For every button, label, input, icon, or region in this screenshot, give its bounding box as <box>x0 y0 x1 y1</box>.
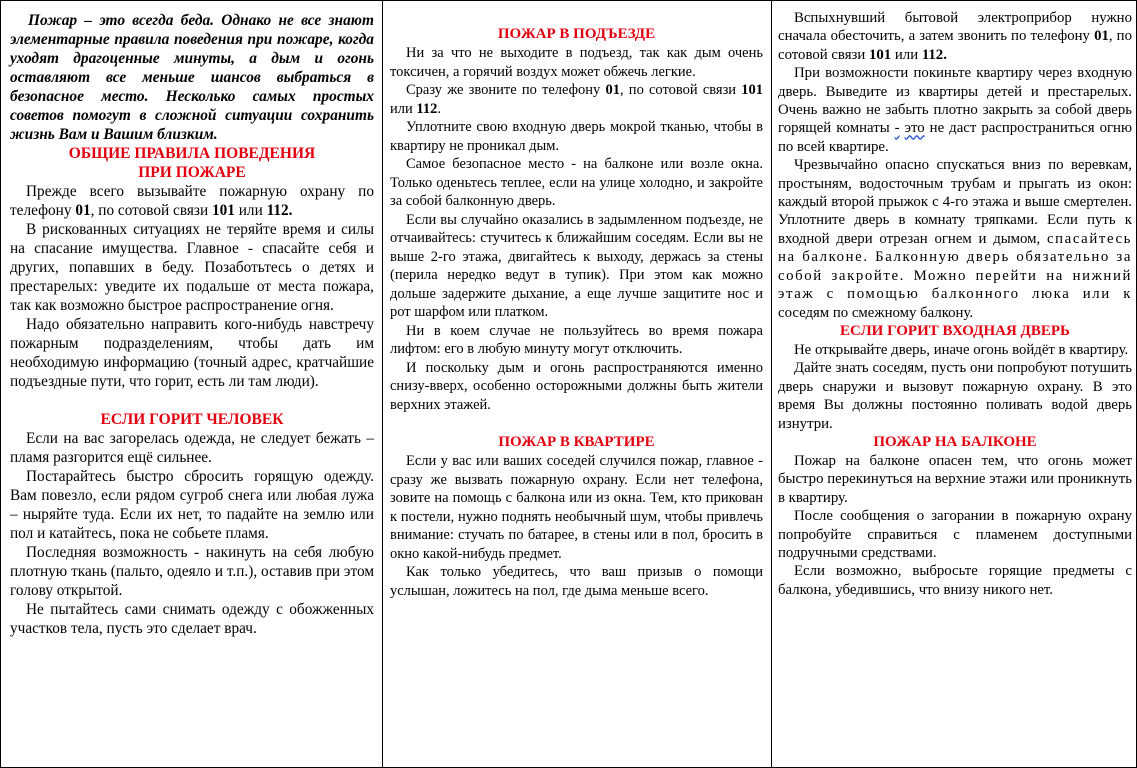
paragraph-leave-through-door: При возможности покиньте квартиру через входную дверь. Выведите из квартиры детей и престарелых. Очень важно не забыть плотно закрыть за собой дверь горящей комнаты - это не даст распространиться огню по всей квартире. <box>778 65 1133 155</box>
paragraph-do-not-remove-clothes: Не пытайтесь сами снимать одежду с обожженных участков тела, пусть это сделает врач. <box>10 601 374 637</box>
paragraph-call-fire-service: Прежде всего вызывайте пожарную охрану по телефону 01, по сотовой связи 101 или 112. <box>10 183 374 219</box>
column-middle <box>383 1 772 767</box>
paragraph-throw-burning-items: Если возможно, выбросьте горящие предметы с балкона, убедившись, что внизу никого нет. <box>778 563 1132 598</box>
paragraph-call-immediately: Сразу же звоните по телефону 01, по сотовой связи 101 или 112. <box>390 82 763 117</box>
paragraph-call-fire-service-apartment: Если у вас или ваших соседей случился пожар, главное - сразу же вызвать пожарную охрану. Если нет телефона, зовите на помощь с балкона или из окна. Тем, кто прикован к постели, нужно поднять необычный шум, чтобы привлечь внимание: стучать по батарее, в стены или в пол, бросить в окно какой-нибудь предмет. <box>390 453 763 562</box>
paragraph-upper-floors: И поскольку дым и огонь распространяются именно снизу-вверх, особенно осторожными должны быть жители верхних этажей. <box>390 359 763 413</box>
paragraph-risky-situations: В рискованных ситуациях не теряйте время и силы на спасание имущества. Главное - спасайте себя и других, попавших в беду. Позаботьтесь о детях и престарелых: уведите их подальше от места пожара, так как возможно быстрое распространение огня. <box>10 221 374 314</box>
heading-fire-on-balcony: ПОЖАР НА БАЛКОНЕ <box>873 433 1037 450</box>
paragraph-de-energize: Вспыхнувший бытовой электроприбор нужно сначала обесточить, а затем звонить по телефону 01, по сотовой связи 101 или 112. <box>778 10 1132 63</box>
paragraph-no-elevator: Ни в коем случае не пользуйтесь во время пожара лифтом: его в любую минуту могут отключить. <box>390 322 763 357</box>
heading-fire-in-apartment: ПОЖАР В КВАРТИРЕ <box>498 434 655 450</box>
paragraph-drop-clothes: Постарайтесь быстро сбросить горящую одежду. Вам повезло, если рядом сугроб снега или любая лужа – ныряйте туда. Если их нет, то падайте на землю или пол и катайтесь, пока не собьете пламя. <box>10 468 374 542</box>
paragraph-smoky-entrance: Если вы случайно оказались в задымленном подъезде, не отчаивайтесь: стучитесь к ближайшим соседям. Если вы не выше 2-го этажа, двигайтесь к выходу, держась за стены (перила нередко ведут в тупик). При этом как можно дольше задержите дыхание, а еще лучше защитите нос и рот шарфом или платком. <box>390 211 763 320</box>
paragraph-do-not-open-door: Не открывайте дверь, иначе огонь войдёт в квартиру. <box>794 341 1129 358</box>
paragraph-lie-on-floor: Как только убедитесь, что ваш призыв о помощи услышан, ложитесь на пол, где дыма меньше всего. <box>390 564 763 599</box>
paragraph-clothes-caught-fire: Если на вас загорелась одежда, не следует бежать – пламя разгорится ещё сильнее. <box>10 430 374 466</box>
paragraph-cover-with-cloth: Последняя возможность - накинуть на себя любую плотную ткань (пальто, одеяло и т.п.), оставив при этом голову открытой. <box>10 544 374 599</box>
paragraph-meet-firefighters: Надо обязательно направить кого-нибудь навстречу пожарным подразделениям, чтобы дать им необходимую информацию (точный адрес, кратчайшие подъездные пути, что горит, есть ли там люди). <box>10 316 374 390</box>
heading-general-rules-line1: ОБЩИЕ ПРАВИЛА ПОВЕДЕНИЯ <box>68 145 316 162</box>
column-left <box>1 1 383 767</box>
heading-general-rules <box>10 144 374 182</box>
heading-fire-in-entrance: ПОЖАР В ПОДЪЕЗДЕ <box>497 26 656 42</box>
paragraph-dangerous-descent: Чрезвычайно опасно спускаться вниз по веревкам, простыням, водосточным трубам и прыгать из окон: каждый второй прыжок с 4-го этажа и выше смертелен. Уплотните дверь в комнату тряпками. Если путь к входной двери отрезан огнем и дымом, спасайтесь на балконе. Балконную дверь обязательно за собой закройте. Можно перейти на нижний этаж с помощью балконного люка или к соседям по смежному балкону. <box>778 157 1132 321</box>
paragraph-safest-place: Самое безопасное место - на балконе или возле окна. Только оденьтесь теплее, если на улице холодно, и закройте за собой балконную дверь. <box>390 156 763 209</box>
paragraph-do-not-go-out: Ни за что не выходите в подъезд, так как дым очень токсичен, а горячий воздух может обжечь легкие. <box>390 45 763 80</box>
paragraph-balcony-danger: Пожар на балконе опасен тем, что огонь может быстро перекинуться на верхние этажи или проникнуть в квартиру. <box>778 452 1132 506</box>
paragraph-fight-fire: После сообщения о загорании в пожарную охрану попробуйте справиться с пламенем доступными подручными средствами. <box>778 508 1132 561</box>
heading-front-door-on-fire: ЕСЛИ ГОРИТ ВХОДНАЯ ДВЕРЬ <box>840 322 1070 339</box>
paragraph-seal-door: Уплотните свою входную дверь мокрой тканью, чтобы в квартиру не проникал дым. <box>390 119 763 154</box>
heading-person-on-fire: ЕСЛИ ГОРИТ ЧЕЛОВЕК <box>100 411 284 428</box>
intro-paragraph: Пожар – это всегда беда. Однако не все знают элементарные правила поведения при пожаре, когда уходят драгоценные минуты, а дым и огонь оставляют все меньше шансов выбраться в безопасное место. Несколько самых простых советов помогут в сложной ситуации сохранить жизнь Вам и Вашим близким. <box>10 12 374 143</box>
paragraph-notify-neighbors: Дайте знать соседям, пусть они попробуют потушить дверь снаружи и вызовут пожарную охрану. В это время Вы должны постоянно поливать водой дверь изнутри. <box>778 360 1132 432</box>
heading-general-rules-line2: ПРИ ПОЖАРЕ <box>138 164 246 181</box>
column-right <box>772 1 1137 767</box>
